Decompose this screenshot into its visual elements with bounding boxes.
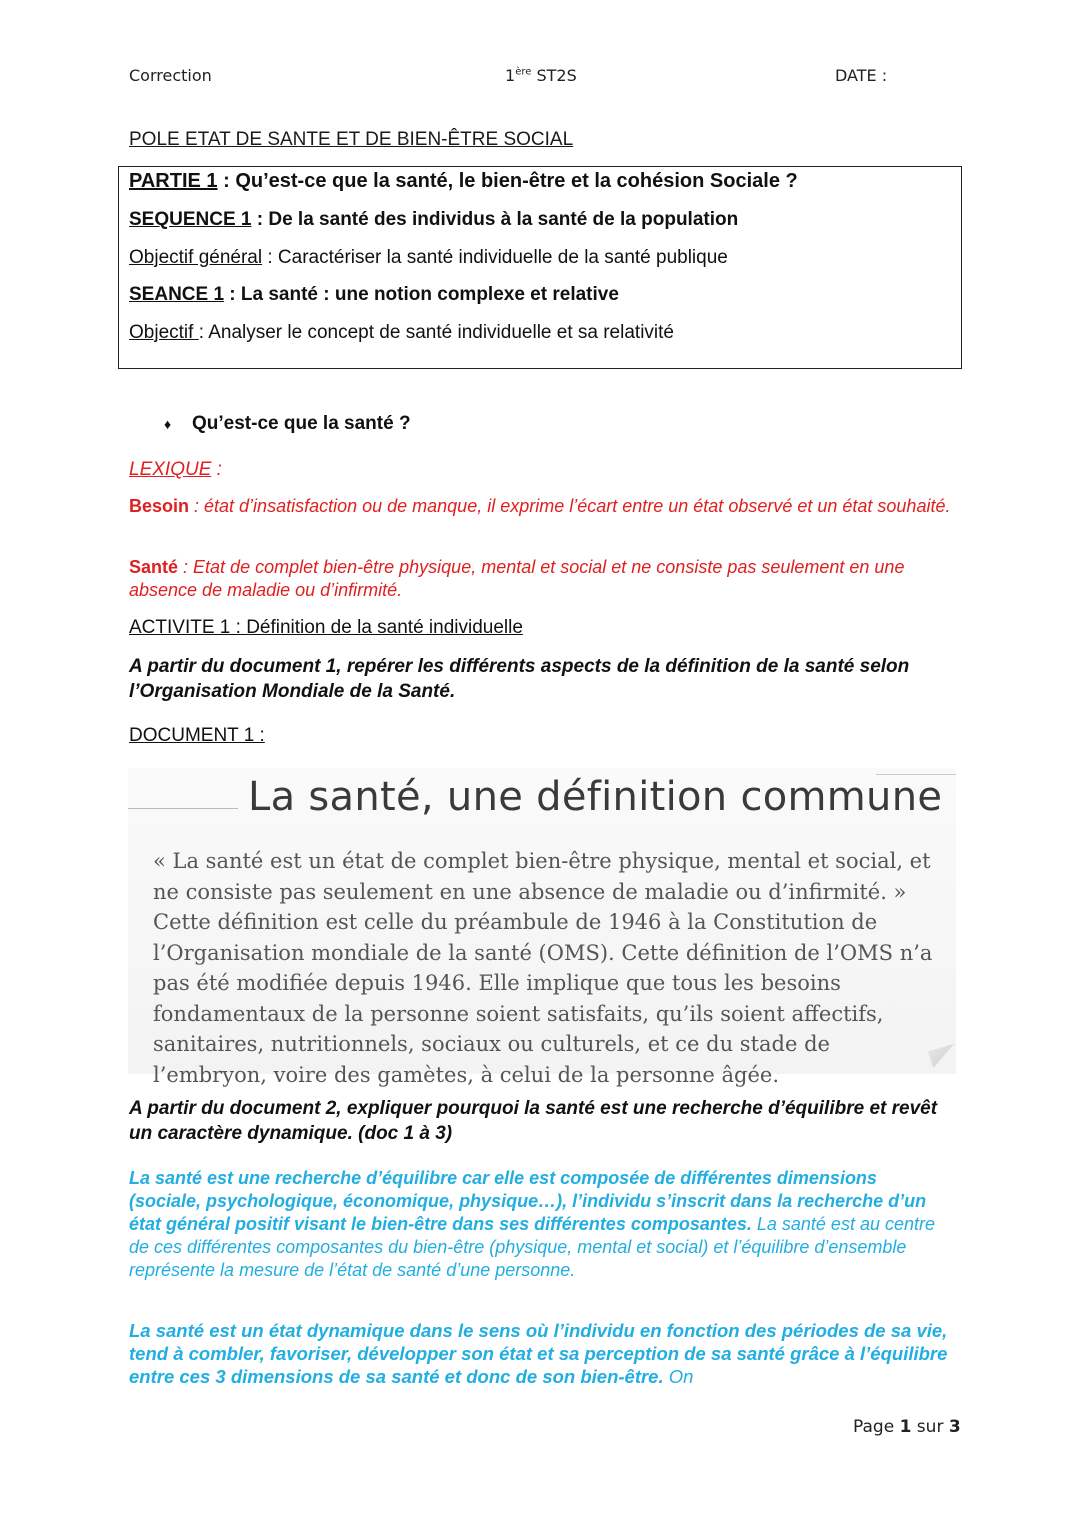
section-question: ♦ Qu’est-ce que la santé ? [164,413,411,434]
header-date: DATE : [835,66,888,85]
question-2: A partir du document 2, expliquer pourquoi la santé est une recherche d’équilibre et revêt un caractère dynamique. (doc 1 à 3) [129,1098,938,1144]
header-left: Correction [129,66,212,85]
answer-dynamique: La santé est un état dynamique dans le sens où l’individu en fonction des périodes de sa vie, tend à combler, favoriser, développer son état et sa perception de sa santé grâce à l’équilibre entre ces 3 dimensions de sa santé et donc de son bien-être. On [129,1320,948,1387]
activite-question-1: A partir du document 1, repérer les différents aspects de la définition de la santé selon l’Organisation Mondiale de la Santé. [129,656,910,702]
pole-title: POLE ETAT DE SANTE ET DE BIEN-ÊTRE SOCIAL [129,129,574,150]
lexique-sante: Santé : Etat de complet bien-être physique, mental et social et ne consiste pas seulement en une absence de maladie ou d’infirmité. [129,557,905,600]
header-class: 1ère ST2S [505,66,577,85]
activite-title: ACTIVITE 1 : Définition de la santé individuelle [129,617,523,638]
objectif-line: Objectif : Analyser le concept de santé individuelle et sa relativité [129,322,674,343]
seance-line: SEANCE 1 : La santé : une notion complexe et relative [129,284,619,305]
sequence-line: SEQUENCE 1 : De la santé des individus à la santé de la population [129,209,739,230]
lexique-besoin: Besoin : état d’insatisfaction ou de manque, il exprime l’écart entre un état observé et un état souhaité. [129,496,951,516]
objectif-general-line: Objectif général : Caractériser la santé individuelle de la santé publique [129,247,728,268]
document-1-text: « La santé est un état de complet bien-être physique, mental et social, et ne consiste pas seulement en une absence de maladie ou d’infirmité. » Cette définition est celle du préambule de 1946 à la Constitution de l’Organisation mondiale de la santé (OMS). Cette définition de l’OMS n’a pas été modifiée depuis 1946. Elle implique que tous les besoins fondamentaux de la personne soient satisfaits, qu’ils soient affectifs, sanitaires, nutritionnels, sociaux ou culturels, et ce du stade de l’embryon, voire des gamètes, à celui de la personne âgée. [153,849,933,1087]
partie-line: PARTIE 1 : Qu’est-ce que la santé, le bien-être et la cohésion Sociale ? [129,170,798,192]
diamond-bullet-icon: ♦ [164,416,172,432]
page-number: Page 1 sur 3 [853,1417,961,1437]
answer-equilibre: La santé est une recherche d’équilibre car elle est composée de différentes dimensions (sociale, psychologique, économique, physique…), l’individu s’inscrit dans la recherche d’un état général positif visant le bien-être dans ses différentes composantes. La santé est au centre de ces différentes composantes du bien-être (physique, mental et social) et l’équilibre d’ensemble représente la mesure de l’état de santé d’une personne. [129,1168,935,1280]
lexique-title: LEXIQUE : [129,459,222,480]
document-1-label: DOCUMENT 1 : [129,725,265,746]
document-1-title: La santé, une définition commune [248,774,943,820]
document-1-scan [128,768,956,1087]
course-info-box [118,166,962,369]
